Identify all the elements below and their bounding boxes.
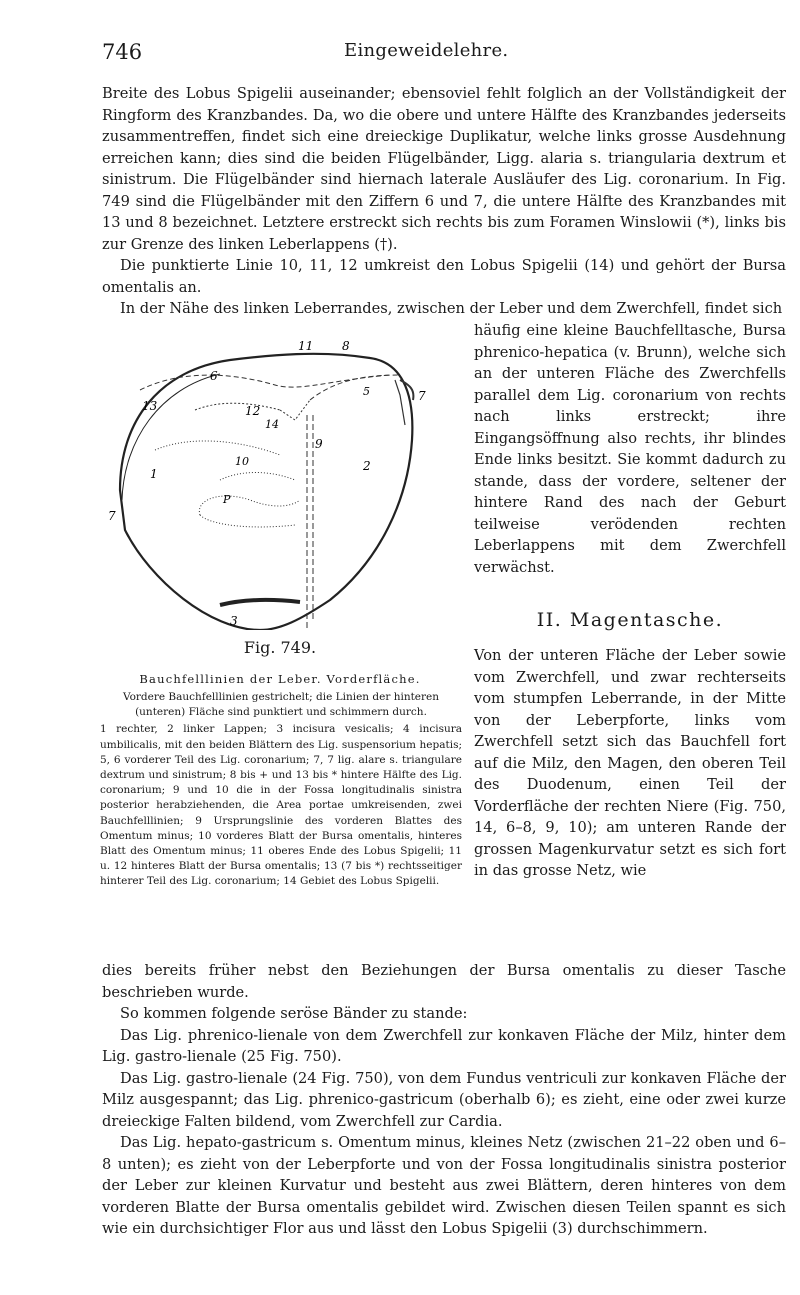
figure-label: P — [223, 493, 231, 506]
figure-label: 9 — [315, 437, 323, 451]
figure-label: 6 — [210, 369, 218, 383]
figure-subtitle: Bauchfelllinien der Leber. Vorderfläche. — [139, 672, 421, 686]
paragraph: Breite des Lobus Spigelii auseinander; ebensoviel fehlt folglich an der Vollständigkeit der Ringform des Kranzbandes. Da, wo die obere und untere Hälfte des Kranzbandes jederseits zusammentreffen, findet sich eine dreieckige Duplikatur, welche links grosse Ausdehnung erreichen kann; dies sind die beiden Flügelbänder, Ligg. alaria s. triangularia dextrum et sinistrum. Die Flügelbänder sind hiernach laterale Ausläufer des Lig. coronarium. In Fig. 749 sind die Flügelbänder mit den Ziffern 6 und 7, die untere Hälfte des Kranzbandes mit 13 und 8 bezeichnet. Letztere erstreckt sich rechts bis zum Foramen Winslowii (*), links bis zur Grenze des linken Leberlappens (†). — [102, 85, 786, 253]
figure-label: 5 — [363, 385, 370, 398]
figure-number: Fig. 749. — [243, 638, 317, 657]
paragraph: Das Lig. gastro-lienale (24 Fig. 750), von dem Fundus ventriculi zur konkaven Fläche der Milz ausgespannt; das Lig. phrenico-gastricum (oberhalb 6); es zieht, eine oder zwei kurze dreieckige Falten bildend, vom Zwerchfell zur Cardia. — [102, 1069, 786, 1130]
page-number: 746 — [102, 40, 143, 64]
running-title: Eingeweidelehre. — [344, 40, 509, 61]
paragraph-lead-line: In der Nähe des linken Leberrandes, zwischen der Leber und dem Zwerchfell, findet sich — [120, 300, 783, 317]
section-heading: II. Magentasche. — [536, 609, 724, 631]
figure-caption — [100, 690, 462, 890]
paragraph: Das Lig. phrenico-lienale von dem Zwerchfell zur konkaven Fläche der Milz, hinter dem Lig. gastro-lienale (25 Fig. 750). — [102, 1026, 786, 1065]
caption-body: 1 rechter, 2 linker Lappen; 3 incisura vesicalis; 4 incisura umbilicalis, mit den beiden Blättern des Lig. suspensorium hepatis; 5, 6 vorderer Teil des Lig. coronarium; 7, 7 lig. alare s. triangulare dextrum und sinistrum; 8 bis + und 13 bis * hintere Hälfte des Lig. coronarium; 9 und 10 die in der Fossa longitudinalis sinistra posterior herabziehenden, die Area portae umkreisenden, zwei Bauchfelllinien; 9 Ursprungslinie des vorderen Blattes des Omentum minus; 10 vorderes Blatt der Bursa omentalis, hinteres Blatt des Omentum minus; 11 oberes Ende des Lobus Spigelii; 11 u. 12 hinteres Blatt der Bursa omentalis; 13 (7 bis *) rechtsseitiger hinterer Teil des Lig. coronarium; 14 Gebiet des Lobus Spigelii. — [100, 723, 462, 888]
caption-lead: Vordere Bauchfelllinien gestrichelt; die Linien der hinteren (unteren) Fläche sind punktiert und schimmern durch. — [122, 691, 440, 719]
paragraph: Das Lig. hepato-gastricum s. Omentum minus, kleines Netz (zwischen 21–22 oben und 6–8 unten); es zieht von der Leberpforte und von der Fossa longitudinalis sinistra posterior der Leber zur kleinen Kurvatur und besteht aus zwei Blättern, deren hinteres von dem vorderen Blatte der Bursa omentalis gebildet wird. Zwischen diesen Teilen spannt es sich wie ein durchsichtiger Flor aus und lässt den Lobus Spigelii (3) durchschimmern. — [102, 1134, 786, 1237]
figure-label: 7 — [108, 509, 116, 523]
right-column-text: häufig eine kleine Bauchfelltasche, Bursa phrenico-hepatica (v. Brunn), welche sich an der unteren Fläche des Zwerchfells parallel dem Lig. coronarium von rechts nach links erstreckt; ihre Eingangsöffnung also rechts, ihr blindes Ende links besitzt. Sie kommt dadurch zu stande, dass der vordere, seltener der hintere Rand des nach der Geburt teilweise verödenden rechten Leberlappens mit dem Zwerchfell verwächst. — [474, 322, 786, 576]
bottom-paragraphs — [102, 960, 786, 1240]
paragraph: dies bereits früher nebst den Beziehungen der Bursa omentalis zu dieser Tasche beschrieben wurde. — [102, 962, 786, 1001]
page-header — [0, 40, 800, 70]
figure-label: 7 — [418, 389, 426, 403]
figure-label: 13 — [142, 399, 158, 413]
figure-label: 1 — [150, 467, 158, 481]
top-paragraphs — [102, 83, 786, 320]
liver-diagram — [100, 330, 460, 630]
liver-figure — [100, 330, 460, 630]
figure-label: 3 — [230, 614, 238, 628]
figure-label: 10 — [235, 455, 249, 468]
figure-label: 8 — [342, 339, 350, 353]
figure-label: 11 — [298, 339, 314, 353]
figure-label: 12 — [245, 404, 261, 418]
right-column-text: Von der unteren Fläche der Leber sowie vom Zwerchfell, und zwar rechterseits vom stumpfen Leberrande, in der Mitte von der Leberpforte, links vom Zwerchfell setzt sich das Bauchfell fort auf die Milz, den Magen, den oberen Teil des Duodenum, einen Teil der Vorderfläche der rechten Niere (Fig. 750, 14, 6–8, 9, 10); am unteren Rande der grossen Magenkurvatur setzt es sich fort in das grosse Netz, wie — [474, 647, 786, 879]
paragraph: So kommen folgende seröse Bänder zu stande: — [120, 1005, 468, 1022]
figure-label: 2 — [363, 459, 371, 473]
paragraph: Die punktierte Linie 10, 11, 12 umkreist den Lobus Spigelii (14) und gehört der Bursa omentalis an. — [102, 257, 786, 296]
figure-label: 14 — [265, 418, 279, 431]
